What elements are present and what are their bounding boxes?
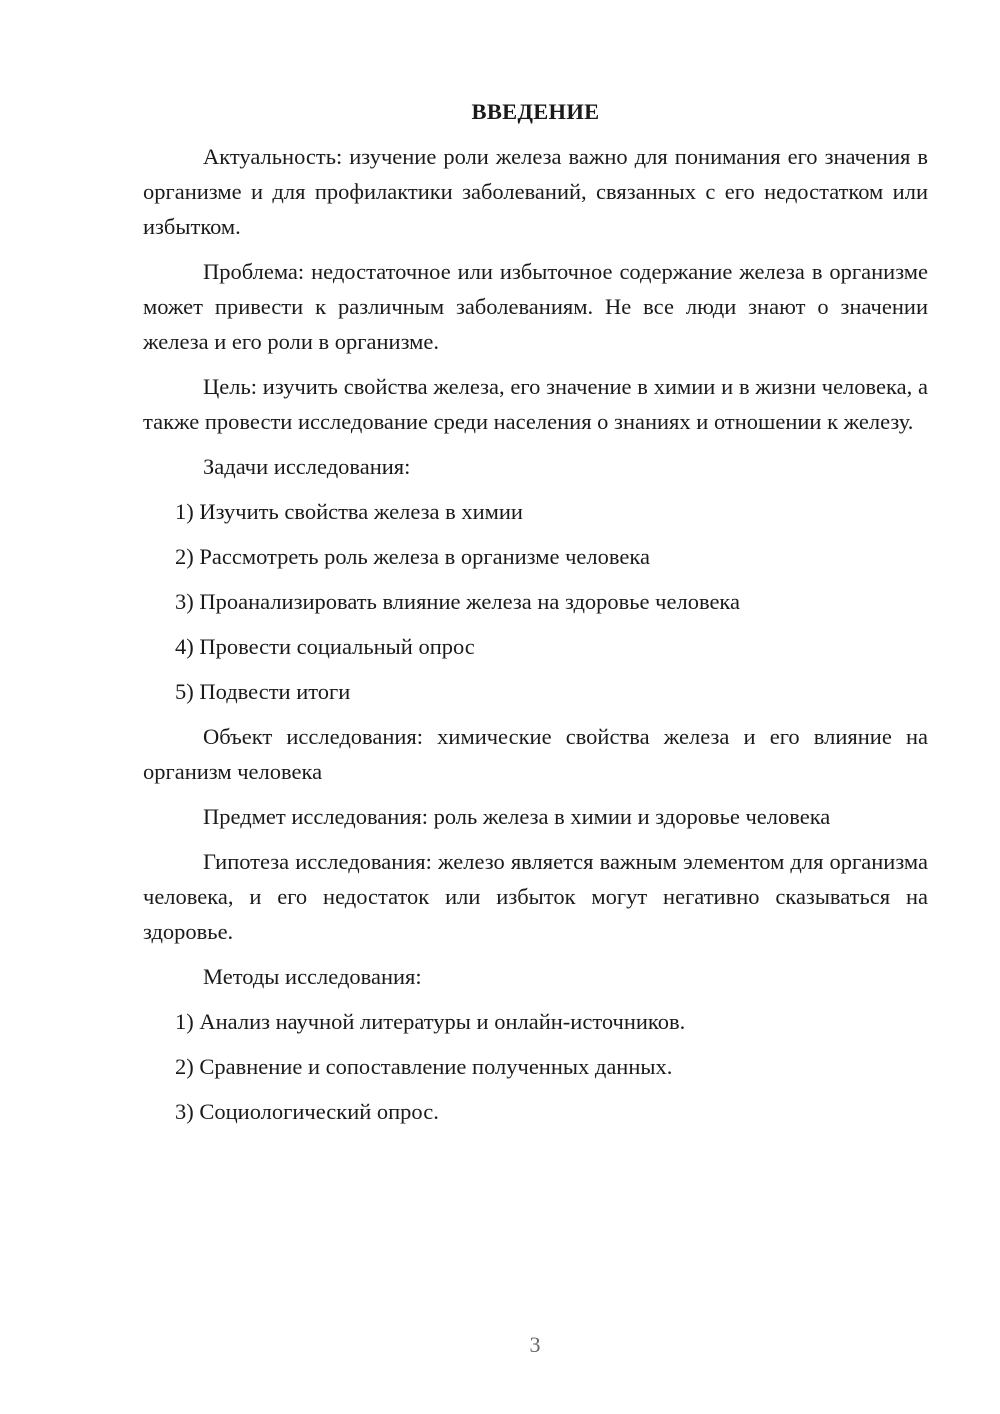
methods-heading: Методы исследования: <box>203 964 422 989</box>
hypothesis-paragraph: Гипотеза исследования: железо является важным элементом для организма человека, и его недостаток или избыток могут негативно сказываться на здоровье. <box>143 849 928 944</box>
task-item: 5) Подвести итоги <box>175 679 351 704</box>
problem-paragraph: Проблема: недостаточное или избыточное содержание железа в организме может привести к различным заболеваниям. Не все люди знают о значении железа и его роли в организме. <box>143 259 928 354</box>
page-number: 3 <box>529 1332 541 1357</box>
task-item: 3) Проанализировать влияние железа на здоровье человека <box>175 589 741 614</box>
method-item: 3) Социологический опрос. <box>175 1099 439 1124</box>
tasks-heading: Задачи исследования: <box>203 454 411 479</box>
section-title: ВВЕДЕНИЕ <box>471 99 600 124</box>
method-item: 2) Сравнение и сопоставление полученных данных. <box>175 1054 673 1079</box>
subject-paragraph: Предмет исследования: роль железа в химии и здоровье человека <box>203 804 831 829</box>
task-item: 4) Провести социальный опрос <box>175 634 475 659</box>
method-item: 1) Анализ научной литературы и онлайн-источников. <box>175 1009 686 1034</box>
page-content <box>143 94 928 1139</box>
object-paragraph: Объект исследования: химические свойства железа и его влияние на организм человека <box>143 724 928 784</box>
tasks-list <box>143 494 928 709</box>
methods-list <box>143 1004 928 1129</box>
task-item: 2) Рассмотреть роль железа в организме человека <box>175 544 650 569</box>
task-item: 1) Изучить свойства железа в химии <box>175 499 523 524</box>
relevance-paragraph: Актуальность: изучение роли железа важно для понимания его значения в организме и для профилактики заболеваний, связанных с его недостатком или избытком. <box>143 144 928 239</box>
goal-paragraph: Цель: изучить свойства железа, его значение в химии и в жизни человека, а также провести исследование среди населения о знаниях и отношении к железу. <box>143 374 928 434</box>
